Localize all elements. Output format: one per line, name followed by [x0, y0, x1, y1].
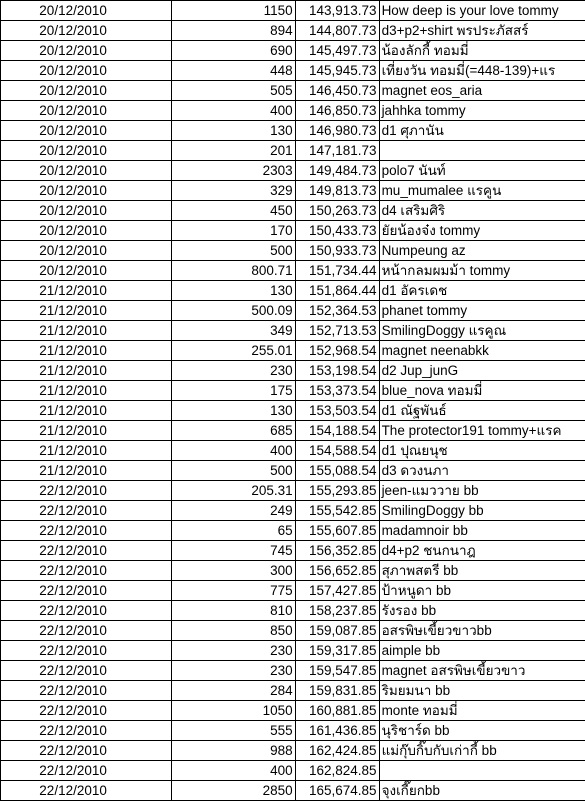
- note-cell[interactable]: SmilingDoggy bb: [379, 501, 585, 521]
- note-cell[interactable]: magnet อสรพิษเขี้ยวขาว: [379, 661, 585, 681]
- date-cell[interactable]: 20/12/2010: [1, 141, 172, 161]
- note-cell[interactable]: ยัยน้องจ๋ง tommy: [379, 221, 585, 241]
- note-cell[interactable]: d1 ณัฐพันธ์: [379, 401, 585, 421]
- amount-cell[interactable]: 65: [171, 521, 295, 541]
- balance-cell[interactable]: 150,933.73: [295, 241, 379, 261]
- table-row: [1, 281, 585, 301]
- table-row: [1, 581, 585, 601]
- date-cell[interactable]: 20/12/2010: [1, 41, 172, 61]
- date-cell[interactable]: 22/12/2010: [1, 761, 172, 781]
- balance-cell[interactable]: 159,087.85: [295, 621, 379, 641]
- table-row: [1, 381, 585, 401]
- table-row: [1, 421, 585, 441]
- date-cell[interactable]: 21/12/2010: [1, 321, 172, 341]
- date-cell[interactable]: 20/12/2010: [1, 81, 172, 101]
- note-cell[interactable]: How deep is your love tommy: [379, 1, 585, 21]
- note-cell[interactable]: d3 ดวงนภา: [379, 461, 585, 481]
- table-row: [1, 561, 585, 581]
- table-row: [1, 741, 585, 761]
- amount-cell[interactable]: 450: [171, 201, 295, 221]
- table-body: [1, 1, 585, 801]
- balance-cell[interactable]: 158,237.85: [295, 601, 379, 621]
- amount-cell[interactable]: 505: [171, 81, 295, 101]
- table-row: [1, 181, 585, 201]
- balance-cell[interactable]: 161,436.85: [295, 721, 379, 741]
- date-cell[interactable]: 22/12/2010: [1, 641, 172, 661]
- balance-cell[interactable]: 160,881.85: [295, 701, 379, 721]
- amount-cell[interactable]: 850: [171, 621, 295, 641]
- table-row: [1, 101, 585, 121]
- table-row: [1, 261, 585, 281]
- note-cell[interactable]: d4+p2 ชนกนาฎ: [379, 541, 585, 561]
- table-row: [1, 721, 585, 741]
- amount-cell[interactable]: 284: [171, 681, 295, 701]
- table-row: [1, 641, 585, 661]
- amount-cell[interactable]: 400: [171, 101, 295, 121]
- date-cell[interactable]: 20/12/2010: [1, 161, 172, 181]
- table-row: [1, 461, 585, 481]
- table-row: [1, 201, 585, 221]
- amount-cell[interactable]: 201: [171, 141, 295, 161]
- balance-cell[interactable]: 147,181.73: [295, 141, 379, 161]
- amount-cell[interactable]: 400: [171, 441, 295, 461]
- amount-cell[interactable]: 255.01: [171, 341, 295, 361]
- table-row: [1, 601, 585, 621]
- note-cell[interactable]: เที่ยงวัน ทอมมี่(=448-139)+แร: [379, 61, 585, 81]
- table-row: [1, 541, 585, 561]
- amount-cell[interactable]: 745: [171, 541, 295, 561]
- note-cell[interactable]: magnet neenabkk: [379, 341, 585, 361]
- date-cell[interactable]: 22/12/2010: [1, 621, 172, 641]
- balance-cell[interactable]: 162,424.85: [295, 741, 379, 761]
- date-cell[interactable]: 20/12/2010: [1, 181, 172, 201]
- table-row: [1, 341, 585, 361]
- balance-cell[interactable]: 145,497.73: [295, 41, 379, 61]
- table-row: [1, 1, 585, 21]
- balance-cell[interactable]: 146,850.73: [295, 101, 379, 121]
- amount-cell[interactable]: 2850: [171, 781, 295, 801]
- note-cell[interactable]: นุริชาร์ด bb: [379, 721, 585, 741]
- balance-cell[interactable]: 159,317.85: [295, 641, 379, 661]
- date-cell[interactable]: 22/12/2010: [1, 681, 172, 701]
- table-row: [1, 141, 585, 161]
- balance-cell[interactable]: 154,188.54: [295, 421, 379, 441]
- table-row: [1, 661, 585, 681]
- note-cell[interactable]: jeen-แมววาย bb: [379, 481, 585, 501]
- table-row: [1, 621, 585, 641]
- date-cell[interactable]: 20/12/2010: [1, 201, 172, 221]
- balance-cell[interactable]: 159,547.85: [295, 661, 379, 681]
- note-cell[interactable]: monte ทอมมี่: [379, 701, 585, 721]
- balance-cell[interactable]: 156,652.85: [295, 561, 379, 581]
- amount-cell[interactable]: 894: [171, 21, 295, 41]
- amount-cell[interactable]: 800.71: [171, 261, 295, 281]
- table-row: [1, 41, 585, 61]
- amount-cell[interactable]: 130: [171, 281, 295, 301]
- amount-cell[interactable]: 130: [171, 121, 295, 141]
- balance-cell[interactable]: 151,864.44: [295, 281, 379, 301]
- note-cell[interactable]: magnet eos_aria: [379, 81, 585, 101]
- balance-cell[interactable]: 152,713.53: [295, 321, 379, 341]
- note-cell[interactable]: จุงเกี๊ยกbb: [379, 781, 585, 801]
- balance-cell[interactable]: 162,824.85: [295, 761, 379, 781]
- date-cell[interactable]: 21/12/2010: [1, 441, 172, 461]
- amount-cell[interactable]: 249: [171, 501, 295, 521]
- date-cell[interactable]: 22/12/2010: [1, 661, 172, 681]
- note-cell[interactable]: รังรอง bb: [379, 601, 585, 621]
- date-cell[interactable]: 21/12/2010: [1, 341, 172, 361]
- date-cell[interactable]: 20/12/2010: [1, 241, 172, 261]
- table-row: [1, 321, 585, 341]
- note-cell[interactable]: phanet tommy: [379, 301, 585, 321]
- amount-cell[interactable]: 230: [171, 661, 295, 681]
- table-row: [1, 521, 585, 541]
- balance-cell[interactable]: 155,607.85: [295, 521, 379, 541]
- date-cell[interactable]: 22/12/2010: [1, 721, 172, 741]
- date-cell[interactable]: 22/12/2010: [1, 601, 172, 621]
- amount-cell[interactable]: 685: [171, 421, 295, 441]
- date-cell[interactable]: 22/12/2010: [1, 701, 172, 721]
- amount-cell[interactable]: 1050: [171, 701, 295, 721]
- balance-cell[interactable]: 157,427.85: [295, 581, 379, 601]
- balance-cell[interactable]: 146,980.73: [295, 121, 379, 141]
- date-cell[interactable]: 22/12/2010: [1, 501, 172, 521]
- amount-cell[interactable]: 349: [171, 321, 295, 341]
- balance-cell[interactable]: 152,364.53: [295, 301, 379, 321]
- date-cell[interactable]: 21/12/2010: [1, 281, 172, 301]
- table-row: [1, 21, 585, 41]
- note-cell[interactable]: d3+p2+shirt พรประภัสสร์: [379, 21, 585, 41]
- balance-cell[interactable]: 159,831.85: [295, 681, 379, 701]
- note-cell[interactable]: อสรพิษเขี้ยวขาวbb: [379, 621, 585, 641]
- amount-cell[interactable]: 1150: [171, 1, 295, 21]
- note-cell[interactable]: SmilingDoggy แรคูณ: [379, 321, 585, 341]
- amount-cell[interactable]: 170: [171, 221, 295, 241]
- note-cell[interactable]: blue_nova ทอมมี่: [379, 381, 585, 401]
- balance-cell[interactable]: 143,913.73: [295, 1, 379, 21]
- balance-cell[interactable]: 150,433.73: [295, 221, 379, 241]
- date-cell[interactable]: 22/12/2010: [1, 741, 172, 761]
- date-cell[interactable]: 20/12/2010: [1, 261, 172, 281]
- amount-cell[interactable]: 500: [171, 241, 295, 261]
- note-cell[interactable]: Numpeung az: [379, 241, 585, 261]
- balance-cell[interactable]: 152,968.54: [295, 341, 379, 361]
- date-cell[interactable]: 21/12/2010: [1, 421, 172, 441]
- note-cell[interactable]: polo7 นันท์: [379, 161, 585, 181]
- balance-cell[interactable]: 154,588.54: [295, 441, 379, 461]
- note-cell[interactable]: หน้ากลมผมม้า tommy: [379, 261, 585, 281]
- amount-cell[interactable]: 555: [171, 721, 295, 741]
- table-row: [1, 61, 585, 81]
- balance-cell[interactable]: 150,263.73: [295, 201, 379, 221]
- note-cell[interactable]: d1 ศุภานัน: [379, 121, 585, 141]
- balance-cell[interactable]: 156,352.85: [295, 541, 379, 561]
- date-cell[interactable]: 20/12/2010: [1, 221, 172, 241]
- note-cell[interactable]: madamnoir bb: [379, 521, 585, 541]
- note-cell[interactable]: d1 ปุณยนุช: [379, 441, 585, 461]
- balance-cell[interactable]: 153,503.54: [295, 401, 379, 421]
- date-cell[interactable]: 20/12/2010: [1, 1, 172, 21]
- amount-cell[interactable]: 988: [171, 741, 295, 761]
- amount-cell[interactable]: 448: [171, 61, 295, 81]
- amount-cell[interactable]: 300: [171, 561, 295, 581]
- date-cell[interactable]: 22/12/2010: [1, 781, 172, 801]
- note-cell[interactable]: d2 Jup_junG: [379, 361, 585, 381]
- balance-cell[interactable]: 165,674.85: [295, 781, 379, 801]
- amount-cell[interactable]: 329: [171, 181, 295, 201]
- table-row: [1, 441, 585, 461]
- balance-cell[interactable]: 153,373.54: [295, 381, 379, 401]
- date-cell[interactable]: 21/12/2010: [1, 381, 172, 401]
- balance-cell[interactable]: 155,542.85: [295, 501, 379, 521]
- date-cell[interactable]: 22/12/2010: [1, 541, 172, 561]
- balance-cell[interactable]: 151,734.44: [295, 261, 379, 281]
- table-row: [1, 161, 585, 181]
- balance-cell[interactable]: 149,484.73: [295, 161, 379, 181]
- table-row: [1, 361, 585, 381]
- note-cell[interactable]: สุภาพสตรี bb: [379, 561, 585, 581]
- note-cell[interactable]: The protector191 tommy+แรค: [379, 421, 585, 441]
- amount-cell[interactable]: 775: [171, 581, 295, 601]
- balance-cell[interactable]: 153,198.54: [295, 361, 379, 381]
- date-cell[interactable]: 20/12/2010: [1, 21, 172, 41]
- balance-cell[interactable]: 144,807.73: [295, 21, 379, 41]
- date-cell[interactable]: 22/12/2010: [1, 481, 172, 501]
- date-cell[interactable]: 20/12/2010: [1, 61, 172, 81]
- note-cell[interactable]: [379, 141, 585, 161]
- amount-cell[interactable]: 2303: [171, 161, 295, 181]
- amount-cell[interactable]: 175: [171, 381, 295, 401]
- note-cell[interactable]: [379, 761, 585, 781]
- table-row: [1, 81, 585, 101]
- amount-cell[interactable]: 130: [171, 401, 295, 421]
- note-cell[interactable]: d1 อัครเดช: [379, 281, 585, 301]
- date-cell[interactable]: 21/12/2010: [1, 461, 172, 481]
- amount-cell[interactable]: 500.09: [171, 301, 295, 321]
- table-row: [1, 501, 585, 521]
- amount-cell[interactable]: 230: [171, 361, 295, 381]
- note-cell[interactable]: aimple bb: [379, 641, 585, 661]
- amount-cell[interactable]: 690: [171, 41, 295, 61]
- amount-cell[interactable]: 500: [171, 461, 295, 481]
- note-cell[interactable]: jahhka tommy: [379, 101, 585, 121]
- table-row: [1, 781, 585, 801]
- amount-cell[interactable]: 400: [171, 761, 295, 781]
- date-cell[interactable]: 20/12/2010: [1, 121, 172, 141]
- note-cell[interactable]: mu_mumalee แรคูน: [379, 181, 585, 201]
- date-cell[interactable]: 21/12/2010: [1, 401, 172, 421]
- balance-cell[interactable]: 149,813.73: [295, 181, 379, 201]
- table-row: [1, 481, 585, 501]
- table-row: [1, 401, 585, 421]
- table-row: [1, 761, 585, 781]
- note-cell[interactable]: ริมยมนา bb: [379, 681, 585, 701]
- amount-cell[interactable]: 810: [171, 601, 295, 621]
- date-cell[interactable]: 22/12/2010: [1, 561, 172, 581]
- balance-cell[interactable]: 145,945.73: [295, 61, 379, 81]
- date-cell[interactable]: 22/12/2010: [1, 521, 172, 541]
- table-row: [1, 701, 585, 721]
- amount-cell[interactable]: 205.31: [171, 481, 295, 501]
- amount-cell[interactable]: 230: [171, 641, 295, 661]
- table-row: [1, 301, 585, 321]
- note-cell[interactable]: แม่กุ๊บกิ๊บกับเก่ากี้ bb: [379, 741, 585, 761]
- note-cell[interactable]: น้องลักกี้ ทอมมี่: [379, 41, 585, 61]
- note-cell[interactable]: d4 เสริมศิริ: [379, 201, 585, 221]
- table-row: [1, 221, 585, 241]
- date-cell[interactable]: 21/12/2010: [1, 361, 172, 381]
- note-cell[interactable]: ป้าหนูดา bb: [379, 581, 585, 601]
- date-cell[interactable]: 22/12/2010: [1, 581, 172, 601]
- balance-cell[interactable]: 146,450.73: [295, 81, 379, 101]
- date-cell[interactable]: 21/12/2010: [1, 301, 172, 321]
- date-cell[interactable]: 20/12/2010: [1, 101, 172, 121]
- table-row: [1, 241, 585, 261]
- balance-cell[interactable]: 155,293.85: [295, 481, 379, 501]
- table-row: [1, 121, 585, 141]
- balance-cell[interactable]: 155,088.54: [295, 461, 379, 481]
- table-row: [1, 681, 585, 701]
